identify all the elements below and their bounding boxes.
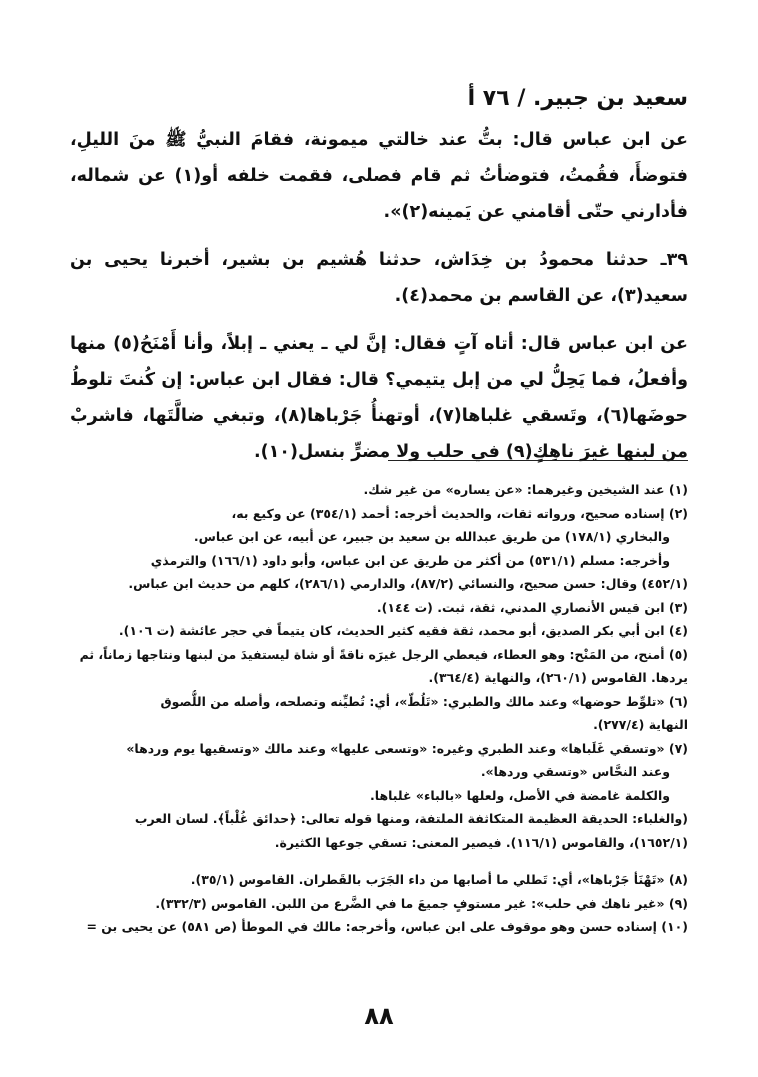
footnote-line: (٨) «تَهْنَأ جَرْباها»، أي: تَطلي ما أصابها من داء الجَرَب بالقَطران. القاموس (٣٥/١).: [190, 872, 688, 887]
footnote-line: والبخاري (١٧٨/١) من طريق عبدالله بن سعيد بن جبير، عن أبيه، عن ابن عباس.: [193, 529, 670, 544]
footnote-line: (١٠) إسناده حسن وهو موقوف على ابن عباس، وأخرجه: مالك في الموطأ (ص ٥٨١) عن يحيى بن =: [86, 919, 688, 934]
footnote-line: النهاية (٢٧٧/٤).: [593, 717, 688, 732]
footnote-line: وعند النحَّاس «وتسقي وردها».: [480, 764, 670, 779]
footnote-line: وأخرجه: مسلم (٥٣١/١) من أكثر من طريق عن ابن عباس، وأبو داود (١٦٦/١) والترمذي: [150, 552, 670, 568]
footnote-line: (٢) إسناده صحيح، ورواته ثقات، والحديث أخرجه: أحمد (٣٥٤/١) عن وكيع به،: [231, 505, 688, 521]
footnote-divider: [388, 460, 688, 461]
main-text: [70, 122, 688, 470]
footnote-line: (٦) «تلوِّط حوضها» وعند مالك والطبري: «تَلُطّ»، أي: تُطيِّنه وتصلحه، وأصله من اللُّصوق: [160, 693, 688, 709]
isnad-header-line: سعيد بن جبير. / ٧٦ أ: [467, 86, 688, 111]
footnote-line: (٧) «وتسقي غَلَباها» وعند الطبري وغيره: «وتسعى عليها» وعند مالك «وتسقيها يوم وردها»: [126, 740, 688, 756]
page-number: ٨٨: [364, 1002, 394, 1030]
footnote-line: والكلمة غامضة في الأصل، ولعلها «بالباء» غلباها.: [370, 787, 670, 803]
footnote-line: (٩) «غير ناهك في حلب»: غير مستوفٍ جميعَ ما في الضَّرع من اللبن. القاموس (٣٣٢/٣).: [155, 895, 688, 911]
footnotes-section: [63, 478, 688, 939]
footnote-line: (٥) أمنح، من المَنْح: وهو العطاء، فيعطي الرجل غيرَه ناقةً أو شاة ليستفيدَ من لبنها ونتاجها زماناً، ثم: [79, 646, 688, 662]
footnote-line: (١٦٥٢/١)، والقاموس (١١٦/١). فيصير المعنى: تسقي جوعها الكثيرة.: [274, 834, 688, 850]
footnote-line: (٤٥٢/١) وقال: حسن صحيح، والنسائي (٨٧/٢)، والدارمي (٢٨٦/١)، كلهم من حديث ابن عباس.: [128, 576, 688, 591]
hadith-paragraph-3: عن ابن عباس قال: أتاه آتٍ فقال: إنَّ لي ـ يعني ـ إبلاً، وأنا أَمْنَحُ(٥) منها وأفعلُ، فما يَحِلُّ لي من إبل يتيمي؟ قال: فقال ابن عباس: إن كُنتَ تلوطُ حوضَها(٦)، وتَسقي غلباها(٧)، أوتهنأُ جَرْباها(٨)، وتبغي ضالَّتَها، فاشربْ من لبنها غيرَ ناهِكٍ(٩) في حلب ولا مضرٍّ بنسل(١٠).: [70, 334, 689, 462]
footnote-line: (١) عند الشيخين وغيرهما: «عن يساره» من غير شك.: [363, 482, 688, 497]
hadith-paragraph-1: عن ابن عباس قال: بتُّ عند خالتي ميمونة، فقامَ النبيُّ ﷺ منَ الليلِ، فتوضأَ، فقُمتُ، فتوضأتُ ثم قام فصلى، فقمت خلفه أو(١) عن شماله، فأدارني حتّى أقامني عن يَمينه(٢)».: [70, 130, 689, 222]
footnote-line: (والغلباء: الحديقة العظيمة المتكاثفة الملتفة، ومنها قوله تعالى: ﴿حدائق غُلْباً﴾. لسان العرب: [134, 811, 688, 826]
footnote-line: (٤) ابن أبي بكر الصديق، أبو محمد، ثقة فقيه كثير الحديث، كان يتيماً في حجر عائشة (ت ١٠٦).: [118, 623, 688, 638]
footnote-line: يردها. القاموس (٢٦٠/١)، والنهاية (٣٦٤/٤).: [428, 670, 688, 685]
hadith-paragraph-2: ٣٩ـ حدثنا محمودُ بن خِدَاش، حدثنا هُشيم بن بشير، أخبرنا يحيى بن سعيد(٣)، عن القاسم بن محمد(٤).: [70, 250, 688, 306]
footnote-line: (٣) ابن قيس الأنصاري المدني، ثقة، ثبت. (ت ١٤٤).: [376, 599, 688, 615]
